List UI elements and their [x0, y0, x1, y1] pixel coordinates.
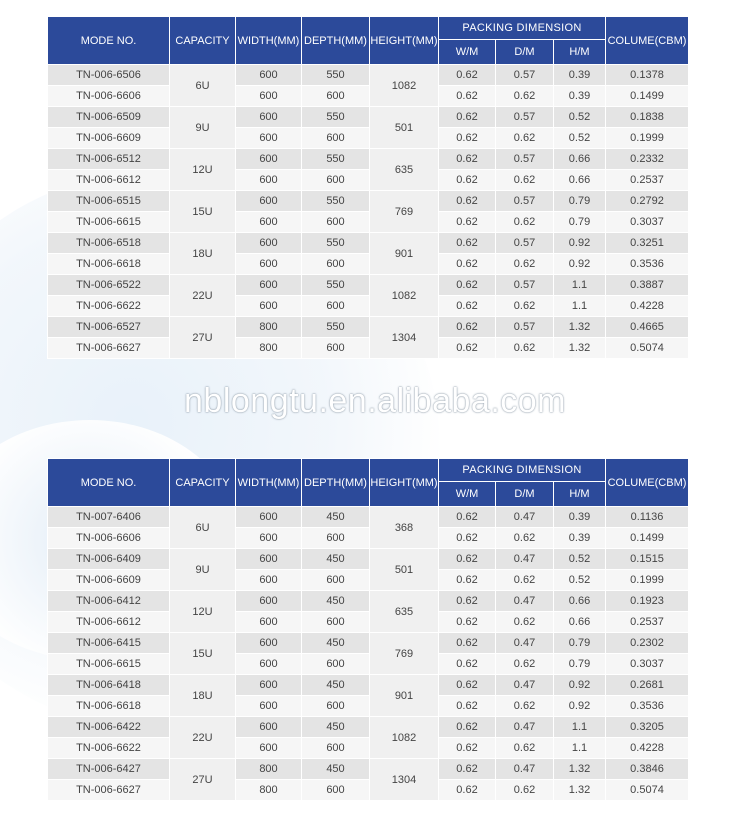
volume-cell: 0.3536: [606, 696, 689, 717]
depth-cell: 450: [302, 549, 370, 570]
dm-cell: 0.47: [496, 549, 554, 570]
volume-cell: 0.1136: [606, 507, 689, 528]
depth-cell: 550: [302, 233, 370, 254]
model-cell: TN-006-6609: [48, 128, 170, 149]
volume-cell: 0.2537: [606, 170, 689, 191]
dm-cell: 0.62: [496, 170, 554, 191]
dm-cell: 0.62: [496, 254, 554, 275]
wm-cell: 0.62: [439, 191, 496, 212]
hm-cell: 1.1: [554, 738, 606, 759]
width-cell: 600: [236, 233, 302, 254]
table-row: [48, 759, 689, 780]
width-cell: 600: [236, 296, 302, 317]
hm-cell: 0.52: [554, 549, 606, 570]
width-cell: 600: [236, 507, 302, 528]
dm-cell: 0.62: [496, 338, 554, 359]
wm-cell: 0.62: [439, 717, 496, 738]
wm-cell: 0.62: [439, 107, 496, 128]
table-row: [48, 675, 689, 696]
spec-table-1: [47, 16, 689, 359]
width-cell: 600: [236, 570, 302, 591]
volume-cell: 0.1499: [606, 528, 689, 549]
capacity-cell: 6U: [170, 507, 236, 549]
width-cell: 800: [236, 780, 302, 801]
depth-cell: 450: [302, 633, 370, 654]
spec-table-2: [47, 458, 689, 801]
hm-cell: 0.39: [554, 507, 606, 528]
depth-cell: 450: [302, 759, 370, 780]
depth-cell: 600: [302, 254, 370, 275]
volume-cell: 0.1923: [606, 591, 689, 612]
wm-cell: 0.62: [439, 317, 496, 338]
capacity-cell: 27U: [170, 317, 236, 359]
capacity-cell: 6U: [170, 65, 236, 107]
model-cell: TN-006-6609: [48, 570, 170, 591]
model-cell: TN-006-6527: [48, 317, 170, 338]
table-row: [48, 780, 689, 801]
model-cell: TN-006-6409: [48, 549, 170, 570]
width-cell: 600: [236, 65, 302, 86]
depth-cell: 600: [302, 528, 370, 549]
capacity-cell: 18U: [170, 675, 236, 717]
depth-cell: 600: [302, 780, 370, 801]
hm-cell: 1.1: [554, 717, 606, 738]
depth-cell: 600: [302, 570, 370, 591]
height-cell: 1082: [370, 717, 439, 759]
table-row: [48, 528, 689, 549]
header-capacity: CAPACITY: [170, 17, 236, 65]
depth-cell: 600: [302, 654, 370, 675]
capacity-cell: 12U: [170, 591, 236, 633]
height-cell: 635: [370, 149, 439, 191]
dm-cell: 0.47: [496, 633, 554, 654]
table-row: [48, 317, 689, 338]
depth-cell: 450: [302, 675, 370, 696]
model-cell: TN-006-6618: [48, 696, 170, 717]
model-cell: TN-006-6418: [48, 675, 170, 696]
dm-cell: 0.57: [496, 107, 554, 128]
dm-cell: 0.62: [496, 738, 554, 759]
volume-cell: 0.3205: [606, 717, 689, 738]
header-mode-no: MODE NO.: [48, 17, 170, 65]
dm-cell: 0.62: [496, 612, 554, 633]
header-height: HEIGHT(MM): [370, 17, 439, 65]
dm-cell: 0.57: [496, 275, 554, 296]
dm-cell: 0.57: [496, 317, 554, 338]
dm-cell: 0.62: [496, 296, 554, 317]
hm-cell: 0.39: [554, 86, 606, 107]
wm-cell: 0.62: [439, 612, 496, 633]
depth-cell: 450: [302, 507, 370, 528]
hm-cell: 1.32: [554, 780, 606, 801]
depth-cell: 550: [302, 107, 370, 128]
table-row: [48, 65, 689, 86]
volume-cell: 0.3037: [606, 212, 689, 233]
capacity-cell: 27U: [170, 759, 236, 801]
width-cell: 600: [236, 675, 302, 696]
capacity-cell: 22U: [170, 275, 236, 317]
depth-cell: 600: [302, 128, 370, 149]
header-depth: DEPTH(MM): [302, 459, 370, 507]
depth-cell: 450: [302, 591, 370, 612]
dm-cell: 0.62: [496, 570, 554, 591]
capacity-cell: 9U: [170, 549, 236, 591]
header-hm: H/M: [554, 40, 606, 65]
header-depth: DEPTH(MM): [302, 17, 370, 65]
wm-cell: 0.62: [439, 275, 496, 296]
depth-cell: 450: [302, 717, 370, 738]
header-width: WIDTH(MM): [236, 459, 302, 507]
wm-cell: 0.62: [439, 296, 496, 317]
volume-cell: 0.3887: [606, 275, 689, 296]
width-cell: 600: [236, 212, 302, 233]
wm-cell: 0.62: [439, 738, 496, 759]
width-cell: 800: [236, 759, 302, 780]
width-cell: 600: [236, 254, 302, 275]
model-cell: TN-006-6606: [48, 528, 170, 549]
volume-cell: 0.1999: [606, 128, 689, 149]
volume-cell: 0.2681: [606, 675, 689, 696]
depth-cell: 600: [302, 170, 370, 191]
volume-cell: 0.5074: [606, 780, 689, 801]
dm-cell: 0.62: [496, 212, 554, 233]
model-cell: TN-006-6612: [48, 612, 170, 633]
width-cell: 600: [236, 86, 302, 107]
table-row: [48, 549, 689, 570]
height-cell: 501: [370, 549, 439, 591]
width-cell: 600: [236, 191, 302, 212]
hm-cell: 0.52: [554, 128, 606, 149]
hm-cell: 1.32: [554, 338, 606, 359]
width-cell: 600: [236, 149, 302, 170]
header-width: WIDTH(MM): [236, 17, 302, 65]
header-volume: COLUME(CBM): [606, 17, 689, 65]
model-cell: TN-006-6612: [48, 170, 170, 191]
table-row: [48, 591, 689, 612]
capacity-cell: 9U: [170, 107, 236, 149]
height-cell: 1082: [370, 65, 439, 107]
wm-cell: 0.62: [439, 507, 496, 528]
table-row: [48, 191, 689, 212]
dm-cell: 0.47: [496, 507, 554, 528]
volume-cell: 0.2537: [606, 612, 689, 633]
volume-cell: 0.2792: [606, 191, 689, 212]
wm-cell: 0.62: [439, 128, 496, 149]
wm-cell: 0.62: [439, 65, 496, 86]
width-cell: 600: [236, 738, 302, 759]
header-packing-dimension: PACKING DIMENSION: [439, 459, 606, 482]
header-hm: H/M: [554, 482, 606, 507]
volume-cell: 0.1515: [606, 549, 689, 570]
header-packing-dimension: PACKING DIMENSION: [439, 17, 606, 40]
hm-cell: 0.79: [554, 654, 606, 675]
table-row: [48, 170, 689, 191]
height-cell: 901: [370, 233, 439, 275]
height-cell: 635: [370, 591, 439, 633]
model-cell: TN-006-6412: [48, 591, 170, 612]
width-cell: 600: [236, 107, 302, 128]
wm-cell: 0.62: [439, 254, 496, 275]
hm-cell: 0.92: [554, 233, 606, 254]
table-row: [48, 254, 689, 275]
table-row: [48, 633, 689, 654]
volume-cell: 0.1499: [606, 86, 689, 107]
hm-cell: 1.1: [554, 296, 606, 317]
width-cell: 600: [236, 591, 302, 612]
table-row: [48, 717, 689, 738]
wm-cell: 0.62: [439, 233, 496, 254]
volume-cell: 0.5074: [606, 338, 689, 359]
model-cell: TN-006-6615: [48, 654, 170, 675]
height-cell: 769: [370, 191, 439, 233]
volume-cell: 0.3536: [606, 254, 689, 275]
model-cell: TN-006-6509: [48, 107, 170, 128]
dm-cell: 0.57: [496, 191, 554, 212]
header-mode-no: MODE NO.: [48, 459, 170, 507]
dm-cell: 0.62: [496, 128, 554, 149]
volume-cell: 0.3037: [606, 654, 689, 675]
depth-cell: 600: [302, 86, 370, 107]
capacity-cell: 18U: [170, 233, 236, 275]
table-row: [48, 233, 689, 254]
table-row: [48, 696, 689, 717]
depth-cell: 550: [302, 275, 370, 296]
table-row: [48, 507, 689, 528]
table-row: [48, 107, 689, 128]
model-cell: TN-006-6622: [48, 738, 170, 759]
wm-cell: 0.62: [439, 759, 496, 780]
capacity-cell: 15U: [170, 633, 236, 675]
volume-cell: 0.4228: [606, 738, 689, 759]
dm-cell: 0.57: [496, 65, 554, 86]
width-cell: 600: [236, 549, 302, 570]
height-cell: 901: [370, 675, 439, 717]
model-cell: TN-006-6427: [48, 759, 170, 780]
hm-cell: 0.39: [554, 65, 606, 86]
model-cell: TN-006-6522: [48, 275, 170, 296]
dm-cell: 0.62: [496, 528, 554, 549]
width-cell: 800: [236, 338, 302, 359]
wm-cell: 0.62: [439, 212, 496, 233]
hm-cell: 0.66: [554, 149, 606, 170]
table-row: [48, 338, 689, 359]
model-cell: TN-006-6515: [48, 191, 170, 212]
width-cell: 600: [236, 128, 302, 149]
hm-cell: 0.79: [554, 191, 606, 212]
header-dm: D/M: [496, 482, 554, 507]
depth-cell: 550: [302, 191, 370, 212]
hm-cell: 0.92: [554, 254, 606, 275]
hm-cell: 0.66: [554, 612, 606, 633]
model-cell: TN-006-6627: [48, 338, 170, 359]
depth-cell: 550: [302, 149, 370, 170]
model-cell: TN-006-6422: [48, 717, 170, 738]
height-cell: 1304: [370, 759, 439, 801]
wm-cell: 0.62: [439, 654, 496, 675]
height-cell: 1082: [370, 275, 439, 317]
depth-cell: 600: [302, 338, 370, 359]
volume-cell: 0.2332: [606, 149, 689, 170]
table-row: [48, 738, 689, 759]
wm-cell: 0.62: [439, 591, 496, 612]
capacity-cell: 22U: [170, 717, 236, 759]
hm-cell: 0.52: [554, 107, 606, 128]
width-cell: 600: [236, 717, 302, 738]
width-cell: 600: [236, 528, 302, 549]
height-cell: 368: [370, 507, 439, 549]
table-row: [48, 612, 689, 633]
dm-cell: 0.47: [496, 717, 554, 738]
height-cell: 769: [370, 633, 439, 675]
header-height: HEIGHT(MM): [370, 459, 439, 507]
wm-cell: 0.62: [439, 149, 496, 170]
header-wm: W/M: [439, 482, 496, 507]
capacity-cell: 12U: [170, 149, 236, 191]
table-row: [48, 128, 689, 149]
depth-cell: 600: [302, 612, 370, 633]
hm-cell: 0.66: [554, 170, 606, 191]
table-row: [48, 275, 689, 296]
hm-cell: 0.92: [554, 696, 606, 717]
table-row: [48, 86, 689, 107]
volume-cell: 0.3846: [606, 759, 689, 780]
depth-cell: 600: [302, 738, 370, 759]
dm-cell: 0.57: [496, 233, 554, 254]
wm-cell: 0.62: [439, 528, 496, 549]
model-cell: TN-006-6627: [48, 780, 170, 801]
height-cell: 501: [370, 107, 439, 149]
hm-cell: 0.92: [554, 675, 606, 696]
hm-cell: 0.79: [554, 212, 606, 233]
dm-cell: 0.62: [496, 86, 554, 107]
depth-cell: 550: [302, 65, 370, 86]
table-row: [48, 570, 689, 591]
model-cell: TN-007-6406: [48, 507, 170, 528]
dm-cell: 0.62: [496, 780, 554, 801]
hm-cell: 1.1: [554, 275, 606, 296]
table-row: [48, 654, 689, 675]
model-cell: TN-006-6615: [48, 212, 170, 233]
hm-cell: 1.32: [554, 317, 606, 338]
volume-cell: 0.1838: [606, 107, 689, 128]
dm-cell: 0.62: [496, 654, 554, 675]
wm-cell: 0.62: [439, 549, 496, 570]
depth-cell: 550: [302, 317, 370, 338]
wm-cell: 0.62: [439, 675, 496, 696]
width-cell: 600: [236, 612, 302, 633]
model-cell: TN-006-6415: [48, 633, 170, 654]
volume-cell: 0.2302: [606, 633, 689, 654]
header-dm: D/M: [496, 40, 554, 65]
hm-cell: 0.39: [554, 528, 606, 549]
model-cell: TN-006-6606: [48, 86, 170, 107]
volume-cell: 0.4665: [606, 317, 689, 338]
width-cell: 600: [236, 654, 302, 675]
volume-cell: 0.1378: [606, 65, 689, 86]
hm-cell: 0.52: [554, 570, 606, 591]
hm-cell: 1.32: [554, 759, 606, 780]
depth-cell: 600: [302, 696, 370, 717]
model-cell: TN-006-6512: [48, 149, 170, 170]
width-cell: 600: [236, 696, 302, 717]
dm-cell: 0.62: [496, 696, 554, 717]
volume-cell: 0.4228: [606, 296, 689, 317]
dm-cell: 0.47: [496, 759, 554, 780]
wm-cell: 0.62: [439, 696, 496, 717]
width-cell: 600: [236, 275, 302, 296]
width-cell: 800: [236, 317, 302, 338]
model-cell: TN-006-6506: [48, 65, 170, 86]
width-cell: 600: [236, 633, 302, 654]
wm-cell: 0.62: [439, 338, 496, 359]
model-cell: TN-006-6622: [48, 296, 170, 317]
table-row: [48, 212, 689, 233]
depth-cell: 600: [302, 212, 370, 233]
header-capacity: CAPACITY: [170, 459, 236, 507]
table-row: [48, 296, 689, 317]
wm-cell: 0.62: [439, 570, 496, 591]
wm-cell: 0.62: [439, 170, 496, 191]
volume-cell: 0.1999: [606, 570, 689, 591]
hm-cell: 0.79: [554, 633, 606, 654]
model-cell: TN-006-6618: [48, 254, 170, 275]
dm-cell: 0.47: [496, 675, 554, 696]
wm-cell: 0.62: [439, 633, 496, 654]
table-row: [48, 149, 689, 170]
volume-cell: 0.3251: [606, 233, 689, 254]
model-cell: TN-006-6518: [48, 233, 170, 254]
depth-cell: 600: [302, 296, 370, 317]
wm-cell: 0.62: [439, 780, 496, 801]
dm-cell: 0.47: [496, 591, 554, 612]
watermark-text: nblongtu.en.alibaba.com: [184, 382, 566, 420]
capacity-cell: 15U: [170, 191, 236, 233]
wm-cell: 0.62: [439, 86, 496, 107]
height-cell: 1304: [370, 317, 439, 359]
dm-cell: 0.57: [496, 149, 554, 170]
header-wm: W/M: [439, 40, 496, 65]
hm-cell: 0.66: [554, 591, 606, 612]
width-cell: 600: [236, 170, 302, 191]
header-volume: COLUME(CBM): [606, 459, 689, 507]
